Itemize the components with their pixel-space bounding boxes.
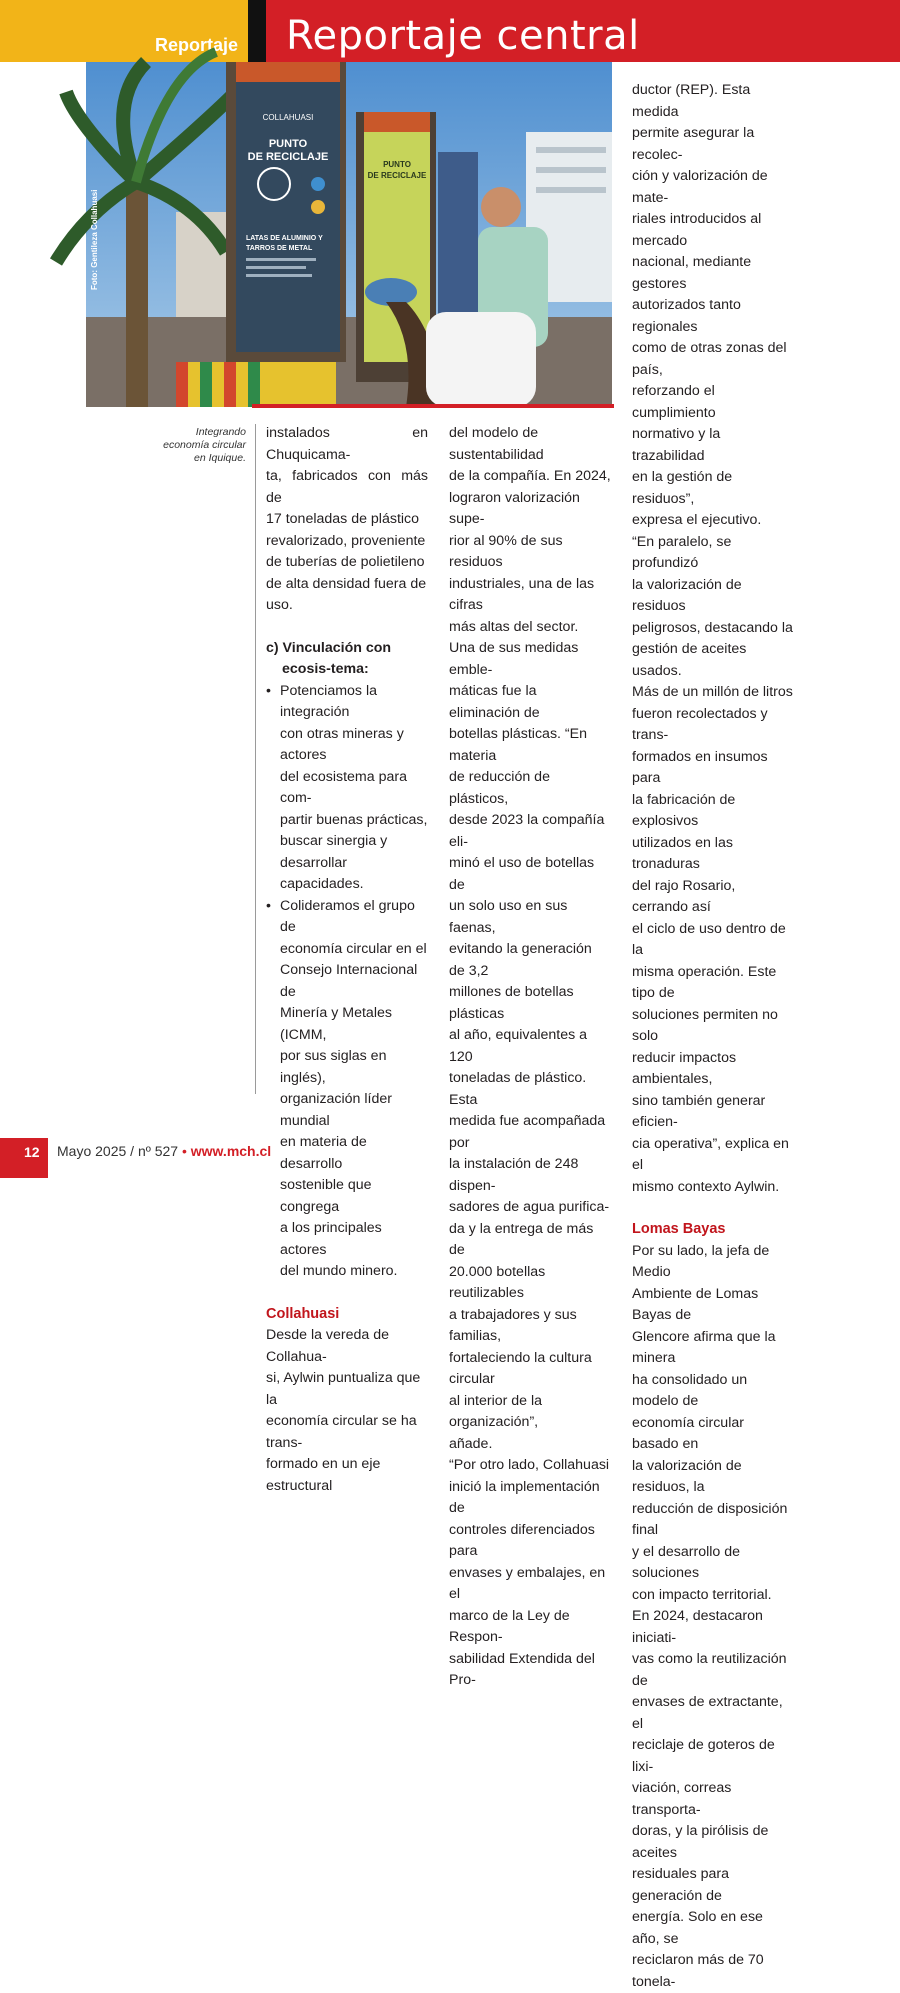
text-line: ha consolidado un modelo de bbox=[632, 1371, 748, 1409]
photo-credit: Foto: Gentileza Collahuasi bbox=[90, 189, 99, 290]
text-line: sino también generar eficien- bbox=[632, 1092, 766, 1130]
text-line: ta, fabricados con más de bbox=[266, 468, 428, 506]
text-line: uso. bbox=[266, 597, 293, 613]
text-line: millones de botellas plásticas bbox=[449, 984, 574, 1022]
text-line: partir buenas prácticas, bbox=[280, 811, 428, 828]
text-line: formados en insumos para bbox=[632, 748, 768, 786]
text-line: da y la entrega de más de bbox=[449, 1220, 594, 1258]
text-line: con impacto territorial. bbox=[632, 1586, 772, 1603]
text-line: controles diferenciados para bbox=[449, 1521, 595, 1559]
photo-caption: Integrando economía circular en Iquique. bbox=[163, 426, 246, 464]
text-line: más altas del sector. bbox=[449, 618, 579, 635]
sign-sub-1: LATAS DE ALUMINIO Y bbox=[246, 235, 323, 242]
text-line: a trabajadores y sus familias, bbox=[449, 1306, 577, 1344]
issue-info: Mayo 2025 / nº 527 bbox=[57, 1143, 179, 1159]
text-line: permite asegurar la recolec- bbox=[632, 125, 755, 163]
text-line: economía circular basado en bbox=[632, 1414, 744, 1452]
website-link[interactable]: www.mch.cl bbox=[190, 1143, 272, 1159]
text-line: En 2024, destacaron iniciati- bbox=[632, 1608, 763, 1646]
section-heading-collahuasi: Collahuasi bbox=[266, 1305, 340, 1322]
text-line: buscar sinergia y desarrollar bbox=[280, 833, 388, 871]
text-line: cia operativa”, explica en el bbox=[632, 1135, 789, 1173]
col2-paragraph-1 bbox=[449, 423, 611, 638]
text-line: misma operación. Este tipo de bbox=[632, 963, 777, 1001]
text-line: del mundo minero. bbox=[280, 1263, 398, 1279]
text-line: minó el uso de botellas de bbox=[449, 855, 595, 893]
text-line: Ambiente de Lomas Bayas de bbox=[632, 1285, 759, 1323]
text-line: envases y embalajes, en el bbox=[449, 1564, 606, 1602]
text-line: al interior de la organización”, bbox=[449, 1392, 543, 1430]
text-line: • Potenciamos la integración bbox=[280, 682, 377, 720]
text-line: reforzando el cumplimiento bbox=[632, 383, 716, 421]
text-line: del modelo de sustentabilidad bbox=[449, 425, 544, 463]
text-line: economía circular en el bbox=[280, 940, 427, 957]
text-line: Glencore afirma que la minera bbox=[632, 1328, 776, 1366]
text-line: ductor (REP). Esta medida bbox=[632, 82, 751, 120]
text-line: soluciones permiten no solo bbox=[632, 1006, 778, 1044]
text-line: medida fue acompañada por bbox=[449, 1113, 606, 1151]
text-line: Minería y Metales (ICMM, bbox=[280, 1005, 392, 1043]
text-line: fueron recolectados y trans- bbox=[632, 705, 768, 743]
text-line: de tuberías de polietileno bbox=[266, 554, 425, 570]
text-line: “En paralelo, se profundizó bbox=[632, 533, 732, 571]
text-line: energía. Solo en ese año, se bbox=[632, 1909, 763, 1947]
text-line: del ecosistema para com- bbox=[280, 768, 407, 806]
text-line: Consejo Internacional de bbox=[280, 962, 418, 1000]
text-line: como de otras zonas del país, bbox=[632, 340, 787, 378]
text-line: desde 2023 la compañía eli- bbox=[449, 812, 605, 850]
text-line: reciclaje de goteros de lixi- bbox=[632, 1737, 775, 1775]
text-line: revalorizado, proveniente bbox=[266, 532, 426, 549]
article-photo bbox=[86, 62, 612, 407]
bullet-item bbox=[266, 681, 428, 896]
text-line: inició la implementación de bbox=[449, 1478, 600, 1516]
text-line: reciclaron más de 70 tonela- bbox=[632, 1952, 764, 1990]
text-line: Una de sus medidas emble- bbox=[449, 640, 579, 678]
text-line: envases de extractante, el bbox=[632, 1694, 783, 1732]
text-line: al año, equivalentes a 120 bbox=[449, 1027, 588, 1065]
text-line: instalados en Chuquicama- bbox=[266, 425, 428, 463]
footer-separator: • bbox=[181, 1143, 187, 1159]
text-line: rior al 90% de sus residuos bbox=[449, 532, 563, 570]
text-line: 20.000 botellas reutilizables bbox=[449, 1263, 546, 1301]
sign-title-2: DE RECICLAJE bbox=[247, 151, 329, 163]
col3-paragraph-3 bbox=[632, 1241, 794, 1607]
text-line: y el desarrollo de soluciones bbox=[632, 1543, 741, 1581]
text-line: si, Aylwin puntualiza que la bbox=[266, 1370, 421, 1408]
text-line: la instalación de 248 dispen- bbox=[449, 1156, 579, 1194]
column-3 bbox=[632, 80, 794, 1993]
col3-paragraph-2 bbox=[632, 532, 794, 1199]
text-line: con otras mineras y actores bbox=[280, 725, 404, 763]
text-line: residuales para generación de bbox=[632, 1866, 730, 1904]
text-line: de reducción de plásticos, bbox=[449, 769, 550, 807]
text-line: la valorización de residuos bbox=[632, 576, 742, 614]
text-line: Desde la vereda de Collahua- bbox=[266, 1327, 390, 1365]
page-title: Reportaje central bbox=[286, 13, 640, 59]
text-line: Por su lado, la jefa de Medio bbox=[632, 1242, 770, 1280]
text-line: capacidades. bbox=[280, 876, 364, 892]
text-line: utilizados en las tronaduras bbox=[632, 834, 733, 872]
column-1 bbox=[266, 423, 428, 1497]
header-title-bar bbox=[266, 0, 900, 62]
text-line: sostenible que congrega bbox=[280, 1177, 372, 1215]
text-line: máticas fue la eliminación de bbox=[449, 683, 540, 721]
text-line: sabilidad Extendida del Pro- bbox=[449, 1650, 595, 1688]
col1-section-body bbox=[266, 1325, 428, 1497]
col1-intro bbox=[266, 423, 428, 617]
text-line: Más de un millón de litros bbox=[632, 684, 793, 700]
text-line: viación, correas transporta- bbox=[632, 1780, 732, 1818]
text-line: • Colideramos el grupo de bbox=[280, 897, 415, 935]
page-number: 12 bbox=[24, 1144, 40, 1160]
text-line: fortaleciendo la cultura circular bbox=[449, 1349, 592, 1387]
text-line: mismo contexto Aylwin. bbox=[632, 1178, 780, 1195]
col3-paragraph-4 bbox=[632, 1606, 794, 1993]
footer-info bbox=[57, 1143, 271, 1159]
text-line: vas como la reutilización de bbox=[632, 1651, 787, 1689]
caption-divider bbox=[255, 424, 256, 1094]
text-line: a los principales actores bbox=[280, 1220, 382, 1258]
text-line: de alta densidad fuera de bbox=[266, 575, 427, 592]
text-line: añade. bbox=[449, 1435, 493, 1452]
sign-sub-2: TARROS DE METAL bbox=[246, 245, 313, 252]
header-divider bbox=[248, 0, 266, 62]
text-line: de la compañía. En 2024, bbox=[449, 468, 611, 484]
sign-brand: COLLAHUASI bbox=[262, 113, 314, 122]
subheading-vinculacion: c) Vinculación con ecosis-tema: bbox=[266, 639, 392, 677]
col3-paragraph-1 bbox=[632, 80, 794, 532]
text-line: 17 toneladas de plástico bbox=[266, 511, 420, 527]
text-line: “Por otro lado, Collahuasi bbox=[449, 1457, 610, 1473]
text-line: economía circular se ha trans- bbox=[266, 1413, 417, 1451]
text-line: reducir impactos ambientales, bbox=[632, 1049, 737, 1087]
sign-green-title-2: DE RECICLAJE bbox=[367, 171, 427, 180]
text-line: en materia de desarrollo bbox=[280, 1134, 367, 1172]
text-line: autorizados tanto regionales bbox=[632, 297, 741, 335]
text-line: nacional, mediante gestores bbox=[632, 254, 752, 292]
sign-title-1: PUNTO bbox=[268, 138, 308, 150]
text-line: un solo uso en sus faenas, bbox=[449, 898, 568, 936]
text-line: normativo y la trazabilidad bbox=[632, 426, 721, 464]
text-line: riales introducidos al mercado bbox=[632, 211, 762, 249]
bullet-item bbox=[266, 896, 428, 1283]
text-line: peligrosos, destacando la bbox=[632, 619, 793, 636]
text-line: la fabricación de explosivos bbox=[632, 791, 736, 829]
text-line: la valorización de residuos, la bbox=[632, 1457, 742, 1495]
column-2 bbox=[449, 423, 611, 1692]
col2-paragraph-3 bbox=[449, 1455, 611, 1692]
text-line: por sus siglas en inglés), bbox=[280, 1048, 387, 1086]
text-line: expresa el ejecutivo. bbox=[632, 512, 762, 528]
photo-red-rule bbox=[252, 404, 614, 408]
text-line: lograron valorización supe- bbox=[449, 489, 580, 527]
col2-paragraph-2 bbox=[449, 638, 611, 1455]
sign-green-title-1: PUNTO bbox=[383, 160, 411, 169]
text-line: reducción de disposición final bbox=[632, 1500, 788, 1538]
text-line: del rajo Rosario, cerrando así bbox=[632, 877, 736, 915]
text-line: gestión de aceites usados. bbox=[632, 641, 747, 679]
text-line: el ciclo de uso dentro de la bbox=[632, 920, 786, 958]
text-line: toneladas de plástico. Esta bbox=[449, 1070, 587, 1108]
page-number-box bbox=[0, 1138, 48, 1178]
section-label: Reportaje bbox=[154, 35, 238, 55]
text-line: sadores de agua purifica- bbox=[449, 1199, 610, 1215]
text-line: ción y valorización de mate- bbox=[632, 168, 768, 206]
text-line: doras, y la pirólisis de aceites bbox=[632, 1823, 769, 1861]
text-line: organización líder mundial bbox=[280, 1091, 392, 1129]
text-line: formado en un eje estructural bbox=[266, 1456, 381, 1494]
section-heading-lomas-bayas: Lomas Bayas bbox=[632, 1221, 726, 1237]
text-line: en la gestión de residuos”, bbox=[632, 469, 733, 507]
text-line: botellas plásticas. “En materia bbox=[449, 726, 588, 764]
text-line: marco de la Ley de Respon- bbox=[449, 1607, 570, 1645]
text-line: industriales, una de las cifras bbox=[449, 575, 595, 613]
text-line: evitando la generación de 3,2 bbox=[449, 941, 592, 979]
